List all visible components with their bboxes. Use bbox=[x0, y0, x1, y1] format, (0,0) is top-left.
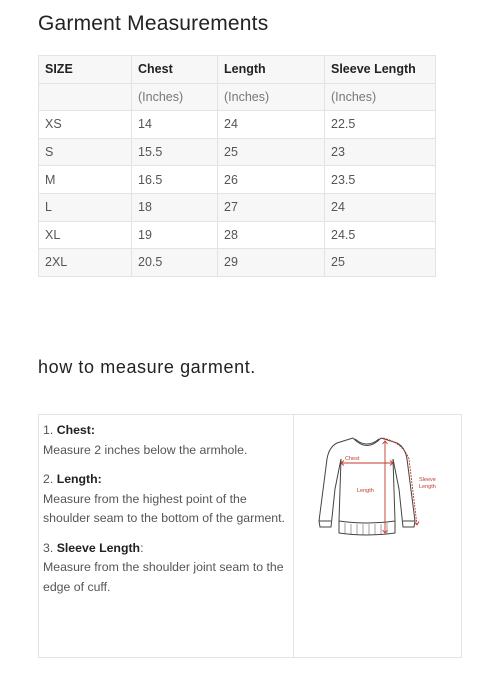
length-cell: 26 bbox=[218, 166, 325, 194]
sleeve-cell: 25 bbox=[325, 249, 436, 277]
sleeve-cell: 23 bbox=[325, 138, 436, 166]
size-cell: XS bbox=[39, 111, 132, 139]
sleeve-cell: 22.5 bbox=[325, 111, 436, 139]
length-cell: 29 bbox=[218, 249, 325, 277]
length-cell: 28 bbox=[218, 221, 325, 249]
step-description: Measure from the highest point of the shoulder seam to the bottom of the garment. bbox=[43, 491, 285, 525]
unit-cell bbox=[39, 83, 132, 111]
length-cell: 27 bbox=[218, 193, 325, 221]
chest-cell: 15.5 bbox=[132, 138, 218, 166]
step-number: 3. bbox=[43, 540, 54, 555]
chest-cell: 18 bbox=[132, 193, 218, 221]
table-row bbox=[39, 221, 436, 249]
sleeve-cell: 23.5 bbox=[325, 166, 436, 194]
chest-label: Chest bbox=[345, 456, 360, 462]
size-cell: S bbox=[39, 138, 132, 166]
chest-cell: 16.5 bbox=[132, 166, 218, 194]
page-title: Garment Measurements bbox=[38, 12, 269, 35]
table-row bbox=[39, 249, 436, 277]
step-name: Sleeve Length bbox=[56, 540, 141, 555]
step-description: Measure 2 inches below the armhole. bbox=[43, 442, 248, 457]
table-row bbox=[39, 193, 436, 221]
step-sleeve-length bbox=[43, 539, 289, 598]
step-name: Length: bbox=[56, 472, 102, 486]
table-row bbox=[39, 138, 436, 166]
length-cell: 24 bbox=[218, 111, 325, 139]
chest-cell: 19 bbox=[132, 221, 218, 249]
table-header-row bbox=[39, 56, 436, 84]
size-cell: L bbox=[39, 193, 132, 221]
step-length bbox=[43, 470, 289, 529]
chest-cell: 14 bbox=[132, 111, 218, 139]
units-row bbox=[39, 83, 436, 111]
step-suffix: : bbox=[140, 540, 144, 555]
size-chart-table bbox=[38, 55, 436, 277]
sweatshirt-icon bbox=[305, 429, 455, 559]
sleeve-cell: 24 bbox=[325, 193, 436, 221]
unit-cell: (Inches) bbox=[132, 83, 218, 111]
step-name: Chest: bbox=[56, 423, 95, 437]
unit-cell: (Inches) bbox=[218, 83, 325, 111]
step-description: Measure from the shoulder joint seam to the edge of cuff. bbox=[43, 560, 284, 594]
header-sleeve-length: Sleeve Length bbox=[325, 56, 436, 84]
table-row bbox=[39, 111, 436, 139]
length-label: Length bbox=[357, 488, 374, 494]
sweatshirt-diagram bbox=[295, 415, 461, 657]
header-chest: Chest bbox=[132, 56, 218, 84]
measure-guide-box bbox=[38, 414, 462, 658]
step-number: 1. bbox=[43, 423, 54, 437]
unit-cell: (Inches) bbox=[325, 83, 436, 111]
chest-cell: 20.5 bbox=[132, 249, 218, 277]
step-number: 2. bbox=[43, 472, 54, 486]
size-cell: M bbox=[39, 166, 132, 194]
sleeve-label-line2: Length bbox=[419, 484, 436, 490]
length-cell: 25 bbox=[218, 138, 325, 166]
sleeve-cell: 24.5 bbox=[325, 221, 436, 249]
measure-guide-heading: how to measure garment. bbox=[38, 357, 256, 377]
size-cell: 2XL bbox=[39, 249, 132, 277]
sleeve-label-line1: Sleeve bbox=[419, 477, 436, 483]
step-chest bbox=[43, 421, 289, 460]
measure-instructions bbox=[39, 415, 294, 657]
header-length: Length bbox=[218, 56, 325, 84]
header-size: SIZE bbox=[39, 56, 132, 84]
size-cell: XL bbox=[39, 221, 132, 249]
table-row bbox=[39, 166, 436, 194]
